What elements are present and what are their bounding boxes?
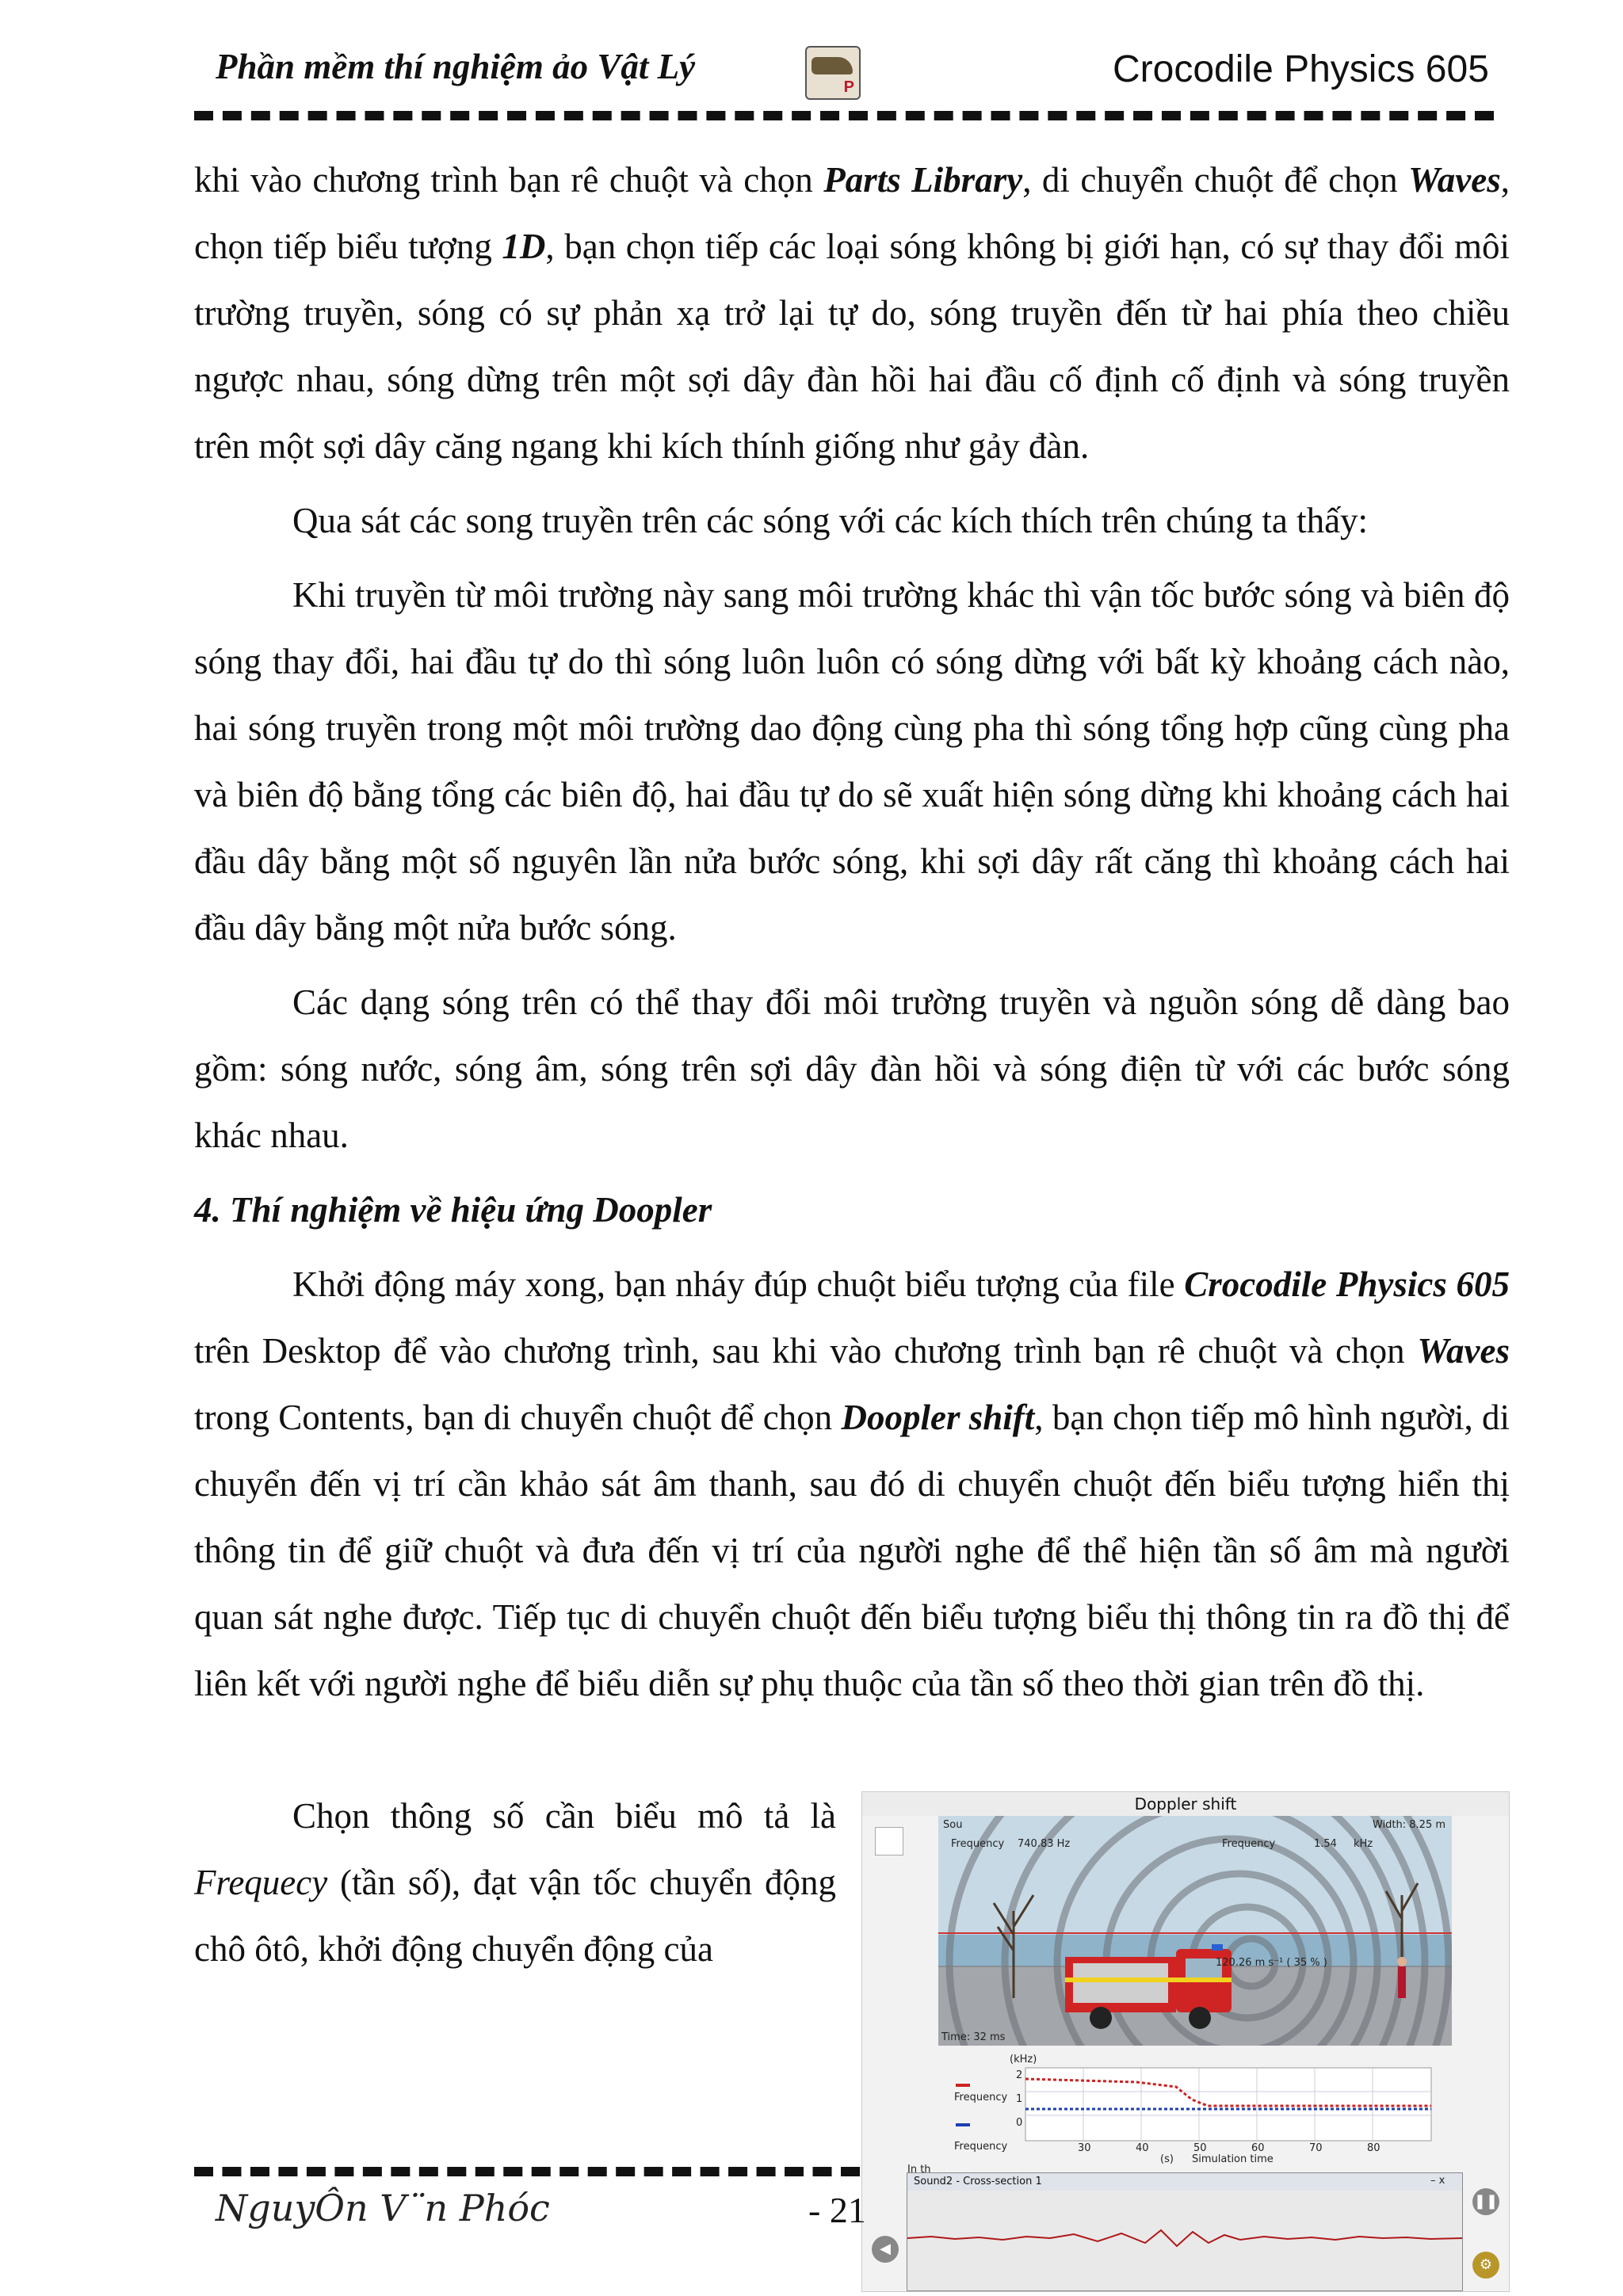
y-tick: 0 <box>1016 2117 1023 2129</box>
text-run: , di chuyển chuột để chọn <box>1022 160 1409 200</box>
checkbox[interactable] <box>875 1827 903 1855</box>
x-unit: (s) <box>1160 2153 1174 2165</box>
simulation-scene <box>938 1816 1452 2046</box>
parts-library-term: Parts Library <box>823 160 1023 200</box>
frequency-graph <box>938 2054 1445 2164</box>
text-run: Chọn thông số cần biểu mô tả là <box>292 1796 836 1836</box>
y-tick: 2 <box>1016 2069 1023 2081</box>
author-signature: NguyÔn V¨n Phóc <box>216 2187 550 2229</box>
text-run: (tần số), đạt vận tốc chuyển động chô ôtô, khởi động chuyển động của <box>194 1863 836 1969</box>
text-run: khi vào chương trình bạn rê chuột và chọn <box>194 160 824 200</box>
paragraph-1 <box>194 147 1510 479</box>
in-the-label: In th <box>907 2164 931 2176</box>
graph-unit: (kHz) <box>1010 2054 1037 2065</box>
panel-close-button[interactable]: – x <box>1430 2175 1445 2187</box>
section-heading: 4. Thí nghiệm về hiệu ứng Doopler <box>194 1190 712 1230</box>
x-axis-title: Simulation time <box>1192 2153 1274 2165</box>
page-number: - 21 <box>808 2190 866 2230</box>
pause-icon[interactable]: ❚❚ <box>1472 2188 1499 2215</box>
x-tick: 40 <box>1136 2142 1149 2154</box>
y-tick: 1 <box>1016 2093 1023 2105</box>
frequency-unit-2: kHz <box>1354 1838 1373 1850</box>
header-right-title: Crocodile Physics 605 <box>1113 48 1489 90</box>
body-text <box>194 147 1510 1725</box>
frequency-term: Frequecy <box>194 1863 328 1902</box>
legend-frequency-2: Frequency <box>954 2141 1008 2153</box>
paragraph-4: Các dạng sóng trên có thể thay đổi môi trường truyền và nguồn sóng dễ dàng bao gồm: sóng nước, sóng âm, sóng trên sợi dây đàn hồi và sóng điện từ với các bước sóng khác nhau. <box>194 982 1510 1155</box>
speed-readout: 120.26 m s⁻¹ ( 35 % ) <box>1216 1957 1327 1969</box>
text-run: , chọn tiếp biểu tượng <box>194 160 1510 266</box>
text-run: trên Desktop để vào chương trình, sau khi vào chương trình bạn rê chuột và chọn <box>194 1331 1418 1371</box>
sound-label: Sou <box>943 1819 963 1831</box>
footer-divider <box>194 2167 860 2176</box>
header-left-title: Phần mềm thí nghiệm ảo Vật Lý <box>216 47 696 86</box>
wave-rings <box>938 1816 1452 2046</box>
settings-icon[interactable]: ⚙ <box>1472 2252 1499 2279</box>
waves-term: Waves <box>1417 1331 1510 1371</box>
icon-letter: P <box>843 78 854 96</box>
x-tick: 60 <box>1251 2142 1265 2154</box>
frequency-value-2: 1.54 <box>1314 1838 1337 1850</box>
crocodile-physics-icon <box>805 46 861 100</box>
text-run: Khởi động máy xong, bạn nháy đúp chuột biểu tượng của file <box>292 1264 1185 1304</box>
frequency-label-1: Frequency <box>951 1838 1005 1850</box>
crocodile-shape <box>812 57 853 74</box>
waves-term: Waves <box>1408 160 1501 200</box>
frequency-value-1: 740.83 Hz <box>1018 1838 1071 1850</box>
window-title: Doppler shift <box>862 1792 1509 1816</box>
text-run: trong Contents, bạn di chuyển chuột để chọn <box>194 1398 842 1437</box>
x-tick: 50 <box>1193 2142 1207 2154</box>
sound-waveform <box>907 2191 1462 2290</box>
paragraph-3: Khi truyền từ môi trường này sang môi trường khác thì vận tốc bước sóng và biên độ sóng thay đổi, hai đầu tự do thì sóng luôn luôn có sóng dừng với bất kỳ khoảng cách nào, hai sóng truyền trong một môi trường dao động cùng pha thì sóng tổng hợp cũng cùng pha và biên độ bằng tổng các biên độ, hai đầu tự do sẽ xuất hiện sóng dừng khi khoảng cách hai đầu dây bằng một số nguyên lần nửa bước sóng, khi sợi dây rất căng thì khoảng cách hai đầu dây bằng một nửa bước sóng. <box>194 575 1510 948</box>
time-readout: Time: 32 ms <box>941 2031 1006 2043</box>
back-icon[interactable]: ◀ <box>872 2236 899 2263</box>
width-readout: Width: 8.25 m <box>1373 1819 1446 1831</box>
doppler-simulation-screenshot <box>861 1791 1510 2292</box>
x-tick: 30 <box>1078 2142 1091 2154</box>
1d-term: 1D <box>502 227 546 266</box>
doopler-shift-term: Doopler shift <box>841 1398 1035 1437</box>
text-run: , bạn chọn tiếp các loại sóng không bị giới hạn, có sự thay đổi môi trường truyền, sóng có sự phản xạ trở lại tự do, sóng truyền đến từ hai phía theo chiều ngược nhau, sóng dừng trên một sợi dây đàn hồi hai đầu cố định cố định và sóng truyền trên một sợi dây căng ngang khi kích thính giống như gảy đàn. <box>194 227 1510 466</box>
cross-section-title: Sound2 - Cross-section 1 <box>907 2173 1462 2191</box>
fire-truck-icon <box>1065 1944 1232 2029</box>
cross-section-panel <box>907 2164 1463 2291</box>
x-tick: 70 <box>1309 2142 1323 2154</box>
crocodile-physics-term: Crocodile Physics 605 <box>1184 1264 1510 1304</box>
paragraph-2: Qua sát các song truyền trên các sóng với các kích thích trên chúng ta thấy: <box>292 501 1369 540</box>
x-tick: 80 <box>1367 2142 1381 2154</box>
legend-frequency-1: Frequency <box>954 2092 1008 2103</box>
header-divider <box>194 111 1494 120</box>
text-run: , bạn chọn tiếp mô hình người, di chuyển đến vị trí cần khảo sát âm thanh, sau đó di chuyển chuột đến biểu tượng hiển thị thông tin để giữ chuột và đưa đến vị trí của người nghe để thể hiện tần số âm mà người quan sát nghe được. Tiếp tục di chuyển chuột đến biểu tượng biểu thị thông tin ra đồ thị để liên kết với người nghe để biểu diễn sự phụ thuộc của tần số theo thời gian trên đồ thị. <box>194 1398 1510 1703</box>
paragraph-5 <box>194 1251 1510 1717</box>
paragraph-6 <box>194 1783 836 1982</box>
frequency-label-2: Frequency <box>1222 1838 1276 1850</box>
